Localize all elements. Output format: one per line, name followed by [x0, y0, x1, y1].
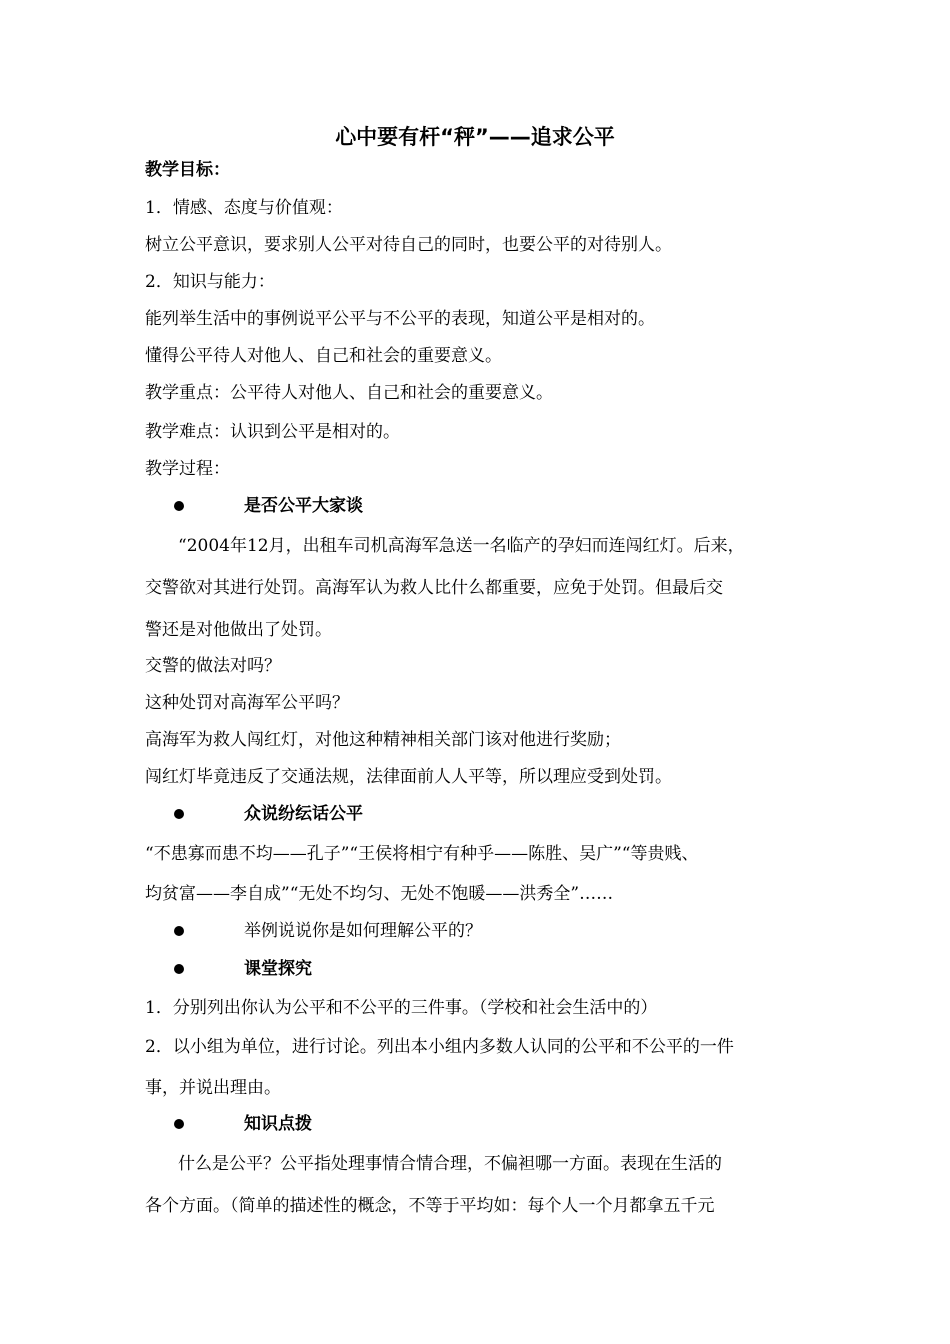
section-1-question-2: 这种处罚对高海军公平吗？ [145, 693, 349, 713]
section-5-line-2: 各个方面。（简单的描述性的概念，不等于平均如：每个人一个月都拿五千元 [145, 1196, 715, 1216]
section-2-line-2: 均贫富——李自成”“无处不均匀、无处不饱暖——洪秀全”…… [145, 884, 614, 904]
objective-2-line-2: 懂得公平待人对他人、自己和社会的重要意义。 [145, 346, 502, 366]
section-1-para-line-2: 交警欲对其进行处罚。高海军认为救人比什么都重要，应免于处罚。但最后交 [145, 578, 723, 598]
document-title: 心中要有杆“秤”——追求公平 [335, 125, 615, 149]
section-1-answer-2: 闯红灯毕竟违反了交通法规，法律面前人人平等，所以理应受到处罚。 [145, 767, 672, 787]
bullet-icon [174, 809, 184, 819]
process-heading: 教学过程： [145, 459, 230, 479]
bullet-icon [174, 1119, 184, 1129]
bullet-icon [174, 964, 184, 974]
key-point: 教学重点：公平待人对他人、自己和社会的重要意义。 [145, 383, 553, 403]
section-3-heading: 举例说说你是如何理解公平的？ [244, 921, 482, 941]
section-4-line-3: 事，并说出理由。 [145, 1078, 281, 1098]
bullet-icon [174, 501, 184, 511]
objective-1-text: 树立公平意识，要求别人公平对待自己的同时，也要公平的对待别人。 [145, 235, 672, 255]
section-2-line-1: “不患寡而患不均——孔子”“王侯将相宁有种乎——陈胜、吴广”“等贵贱、 [145, 844, 699, 864]
difficulty: 教学难点：认识到公平是相对的。 [145, 422, 400, 442]
section-4-line-2: 2．以小组为单位，进行讨论。列出本小组内多数人认同的公平和不公平的一件 [145, 1037, 734, 1057]
section-4-line-1: 1．分别列出你认为公平和不公平的三件事。（学校和社会生活中的） [145, 998, 658, 1018]
section-1-question-1: 交警的做法对吗？ [145, 656, 281, 676]
section-5-heading: 知识点拨 [244, 1114, 312, 1134]
section-1-heading: 是否公平大家谈 [244, 496, 363, 516]
section-1-answer-1: 高海军为救人闯红灯，对他这种精神相关部门该对他进行奖励； [145, 730, 621, 750]
section-4-heading: 课堂探究 [244, 959, 312, 979]
objective-2-line-1: 能列举生活中的事例说平公平与不公平的表现，知道公平是相对的。 [145, 309, 655, 329]
section-1-para-line-3: 警还是对他做出了处罚。 [145, 620, 332, 640]
bullet-icon [174, 926, 184, 936]
objectives-heading: 教学目标： [145, 160, 230, 180]
objective-2-heading: 2．知识与能力： [145, 272, 275, 292]
section-1-para-line-1: “2004年12月，出租车司机高海军急送一名临产的孕妇而连闯红灯。后来， [178, 536, 745, 556]
section-5-line-1: 什么是公平？公平指处理事情合情合理，不偏袒哪一方面。表现在生活的 [178, 1154, 722, 1174]
section-2-heading: 众说纷纭话公平 [244, 804, 363, 824]
objective-1-heading: 1．情感、态度与价值观： [145, 198, 343, 218]
